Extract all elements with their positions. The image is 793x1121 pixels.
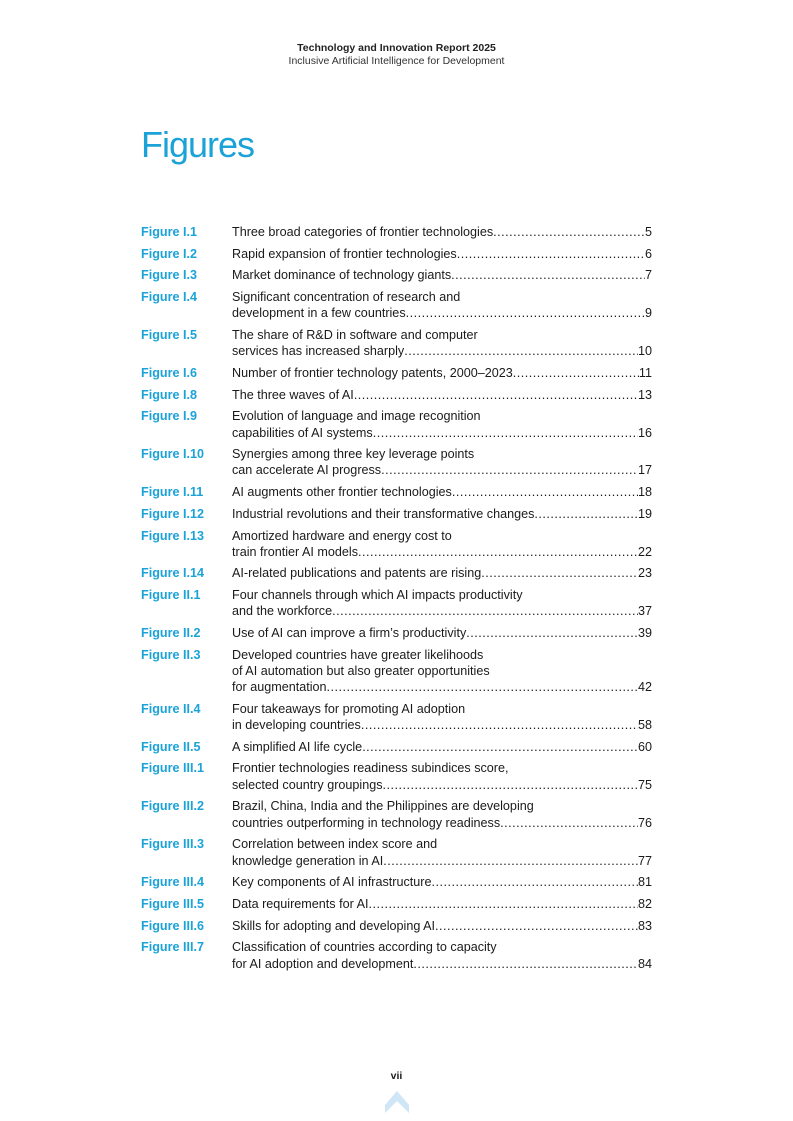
figure-label: Figure III.3: [141, 837, 204, 852]
figure-title-text: development in a few countries: [232, 306, 406, 321]
dot-leader: [513, 365, 639, 381]
figure-title-last-line: [232, 343, 652, 359]
page-reference[interactable]: 5: [644, 225, 652, 239]
figure-title-last-line: [232, 506, 652, 522]
dot-leader: [451, 267, 645, 283]
figure-title-text: capabilities of AI systems: [232, 425, 373, 440]
page-reference[interactable]: 77: [637, 853, 652, 868]
figure-description: [232, 798, 652, 830]
figure-description: [232, 587, 652, 619]
figure-description: [232, 647, 652, 696]
figure-label: Figure II.3: [141, 647, 201, 662]
figure-label: Figure II.1: [141, 588, 201, 603]
dot-leader: [383, 777, 638, 793]
running-header: [0, 42, 793, 68]
figure-title-last-line: [232, 267, 652, 283]
toc-entry[interactable]: [141, 327, 652, 359]
figure-label: Figure II.5: [141, 739, 201, 754]
page-reference[interactable]: 16: [637, 425, 652, 440]
figure-title-line: The share of R&D in software and computer: [232, 328, 478, 343]
dot-leader: [358, 544, 638, 560]
figure-title-last-line: [232, 679, 652, 695]
toc-entry[interactable]: [141, 918, 652, 934]
page-reference[interactable]: 39: [637, 626, 652, 641]
toc-entry[interactable]: [141, 874, 652, 890]
toc-entry[interactable]: [141, 506, 652, 522]
figure-title-last-line: [232, 544, 652, 560]
figure-title-line: Frontier technologies readiness subindices score,: [232, 761, 509, 776]
figure-label: Figure I.8: [141, 387, 197, 402]
figure-title-last-line: [232, 425, 652, 441]
figure-title-last-line: [232, 565, 652, 581]
page-reference[interactable]: 18: [637, 485, 652, 500]
figure-label: Figure II.2: [141, 626, 201, 641]
page-reference[interactable]: 22: [637, 544, 652, 559]
dot-leader: [435, 918, 638, 934]
dot-leader: [452, 484, 638, 500]
page-reference[interactable]: 23: [637, 566, 652, 581]
figure-label: Figure III.5: [141, 896, 204, 911]
figure-title-last-line: [232, 777, 652, 793]
figure-title-text: Rapid expansion of frontier technologies: [232, 246, 457, 261]
figure-title-line: Amortized hardware and energy cost to: [232, 528, 452, 543]
page-reference[interactable]: 81: [637, 875, 652, 890]
page-reference[interactable]: 76: [637, 815, 652, 830]
figure-title-line: Significant concentration of research and: [232, 290, 461, 305]
figure-title-last-line: [232, 896, 652, 912]
toc-entry[interactable]: [141, 267, 652, 283]
figure-description: [232, 289, 652, 321]
figure-label: Figure I.6: [141, 365, 197, 380]
page-reference[interactable]: 6: [644, 246, 652, 261]
figure-description: [232, 939, 652, 971]
figure-description: [232, 874, 652, 890]
dot-leader: [369, 896, 638, 912]
figure-title-text: AI-related publications and patents are rising: [232, 566, 482, 581]
report-title: Technology and Innovation Report 2025: [297, 42, 496, 54]
toc-entry[interactable]: [141, 739, 652, 755]
dot-leader: [457, 246, 645, 262]
figure-description: [232, 246, 652, 262]
figure-title-last-line: [232, 918, 652, 934]
dot-leader: [406, 305, 645, 321]
dot-leader: [332, 603, 638, 619]
dot-leader: [404, 343, 638, 359]
page-reference[interactable]: 75: [637, 777, 652, 792]
figure-description: [232, 701, 652, 733]
figure-title-text: Data requirements for AI: [232, 896, 369, 911]
figure-title-text: Market dominance of technology giants: [232, 268, 452, 283]
page-reference[interactable]: 60: [637, 739, 652, 754]
figure-label: Figure I.9: [141, 409, 197, 424]
figure-title-text: Industrial revolutions and their transformative changes: [232, 506, 535, 521]
figure-label: Figure I.5: [141, 328, 197, 343]
figure-description: [232, 387, 652, 403]
figure-title-last-line: [232, 484, 652, 500]
figure-title-last-line: [232, 224, 652, 240]
figure-label: Figure III.4: [141, 875, 204, 890]
figure-label: Figure I.13: [141, 528, 204, 543]
dot-leader: [361, 717, 638, 733]
page-reference[interactable]: 7: [644, 268, 652, 283]
page-reference[interactable]: 82: [637, 896, 652, 911]
figure-title-text: for augmentation: [232, 680, 327, 695]
dot-leader: [373, 425, 638, 441]
figure-description: [232, 739, 652, 755]
toc-entry[interactable]: [141, 565, 652, 581]
figure-title-last-line: [232, 603, 652, 619]
figure-description: [232, 506, 652, 522]
figure-description: [232, 760, 652, 792]
figure-label: Figure III.6: [141, 918, 204, 933]
toc-entry[interactable]: [141, 896, 652, 912]
figure-description: [232, 565, 652, 581]
figure-title-text: Key components of AI infrastructure: [232, 875, 432, 890]
figure-description: [232, 836, 652, 868]
toc-entry[interactable]: [141, 365, 652, 381]
figure-label: Figure III.7: [141, 940, 204, 955]
figure-description: [232, 224, 652, 240]
figure-title-last-line: [232, 956, 652, 972]
toc-entry[interactable]: [141, 647, 652, 696]
figure-title-line: of AI automation but also greater opportunities: [232, 663, 490, 678]
figure-description: [232, 896, 652, 912]
figure-description: [232, 327, 652, 359]
figure-label: Figure I.3: [141, 268, 197, 283]
toc-entry[interactable]: [141, 760, 652, 792]
figure-title-line: Developed countries have greater likelihoods: [232, 647, 484, 662]
figure-description: [232, 625, 652, 641]
figure-label: Figure I.2: [141, 246, 197, 261]
page-reference[interactable]: 11: [638, 365, 652, 380]
toc-entry[interactable]: [141, 798, 652, 830]
toc-entry[interactable]: [141, 528, 652, 560]
toc-entry[interactable]: [141, 836, 652, 868]
figure-label: Figure I.14: [141, 566, 204, 581]
figure-title-text: and the workforce: [232, 604, 333, 619]
report-subtitle: Inclusive Artificial Intelligence for Development: [288, 55, 505, 67]
figure-title-last-line: [232, 853, 652, 869]
figure-title-last-line: [232, 815, 652, 831]
figure-description: [232, 446, 652, 478]
figure-title-last-line: [232, 739, 652, 755]
figure-title-last-line: [232, 874, 652, 890]
page-title: Figures: [141, 124, 255, 165]
page-reference[interactable]: 10: [637, 344, 652, 359]
dot-leader: [432, 874, 638, 890]
figure-title-text: Number of frontier technology patents, 2000–2023: [232, 365, 513, 380]
figure-title-last-line: [232, 305, 652, 321]
page-reference[interactable]: 84: [637, 956, 652, 971]
figure-title-line: Classification of countries according to capacity: [232, 940, 497, 955]
up-chevron-icon[interactable]: [384, 1089, 410, 1115]
figure-label: Figure III.2: [141, 799, 204, 814]
figure-title-text: services has increased sharply: [232, 344, 405, 359]
figure-title-line: Synergies among three key leverage points: [232, 447, 475, 462]
figure-label: Figure I.4: [141, 290, 197, 305]
figure-title-last-line: [232, 387, 652, 403]
dot-leader: [327, 679, 638, 695]
dot-leader: [466, 625, 638, 641]
dot-leader: [534, 506, 638, 522]
toc-entry[interactable]: [141, 484, 652, 500]
figure-title-text: AI augments other frontier technologies: [232, 485, 452, 500]
figure-title-last-line: [232, 246, 652, 262]
figure-title-last-line: [232, 462, 652, 478]
page-reference[interactable]: 13: [637, 387, 652, 402]
figure-title-text: knowledge generation in AI: [232, 853, 384, 868]
figure-title-text: Skills for adopting and developing AI: [232, 918, 436, 933]
figure-title-line: Brazil, China, India and the Philippines are developing: [232, 799, 534, 814]
toc-entry[interactable]: [141, 587, 652, 619]
dot-leader: [362, 739, 638, 755]
figure-title-text: can accelerate AI progress: [232, 463, 382, 478]
page-reference[interactable]: 17: [637, 463, 652, 478]
toc-entry[interactable]: [141, 246, 652, 262]
dot-leader: [381, 462, 638, 478]
page-reference[interactable]: 42: [637, 680, 652, 695]
figure-title-text: A simplified AI life cycle: [232, 739, 363, 754]
figure-title-last-line: [232, 717, 652, 733]
figure-title-last-line: [232, 625, 652, 641]
figure-title-line: Correlation between index score and: [232, 837, 438, 852]
figure-title-line: Four channels through which AI impacts productivity: [232, 588, 523, 603]
figure-title-text: for AI adoption and development: [232, 956, 414, 971]
dot-leader: [413, 956, 638, 972]
figure-label: Figure I.1: [141, 225, 197, 239]
toc-entry[interactable]: [141, 939, 652, 971]
figure-description: [232, 267, 652, 283]
dot-leader: [481, 565, 638, 581]
figure-description: [232, 528, 652, 560]
figure-label: Figure I.11: [141, 485, 204, 500]
figure-title-text: selected country groupings: [232, 777, 383, 792]
figure-title-text: The three waves of AI: [232, 387, 354, 402]
page-reference[interactable]: 9: [644, 306, 652, 321]
figure-title-last-line: [232, 365, 652, 381]
figure-label: Figure I.10: [141, 447, 204, 462]
page-reference[interactable]: 19: [637, 506, 652, 521]
toc-entry[interactable]: [141, 625, 652, 641]
dot-leader: [354, 387, 638, 403]
figure-title-text: Use of AI can improve a firm’s productivity: [232, 626, 467, 641]
figure-description: [232, 484, 652, 500]
figure-title-text: train frontier AI models: [232, 544, 358, 559]
figure-label: Figure II.4: [141, 701, 201, 716]
figure-description: [232, 408, 652, 440]
page-number: vii: [390, 1070, 403, 1082]
figure-title-text: countries outperforming in technology readiness: [232, 815, 501, 830]
toc-entry[interactable]: [141, 289, 652, 321]
toc-entry[interactable]: [141, 224, 652, 240]
figure-title-line: Four takeaways for promoting AI adoption: [232, 701, 466, 716]
dot-leader: [500, 815, 638, 831]
page-reference[interactable]: 37: [637, 604, 652, 619]
figure-title-text: Three broad categories of frontier technologies: [232, 225, 494, 239]
toc-entry[interactable]: [141, 701, 652, 733]
page-reference[interactable]: 58: [637, 718, 652, 733]
figure-title-text: in developing countries: [232, 718, 361, 733]
figure-description: [232, 365, 652, 381]
dot-leader: [383, 853, 638, 869]
toc-entry[interactable]: [141, 387, 652, 403]
figure-label: Figure I.12: [141, 506, 204, 521]
toc-entry[interactable]: [141, 446, 652, 478]
toc-entry[interactable]: [141, 408, 652, 440]
page-reference[interactable]: 83: [637, 918, 652, 933]
figure-description: [232, 918, 652, 934]
figures-list: [141, 224, 652, 977]
figure-title-line: Evolution of language and image recognition: [232, 409, 481, 424]
dot-leader: [493, 224, 645, 240]
figure-label: Figure III.1: [141, 761, 204, 776]
